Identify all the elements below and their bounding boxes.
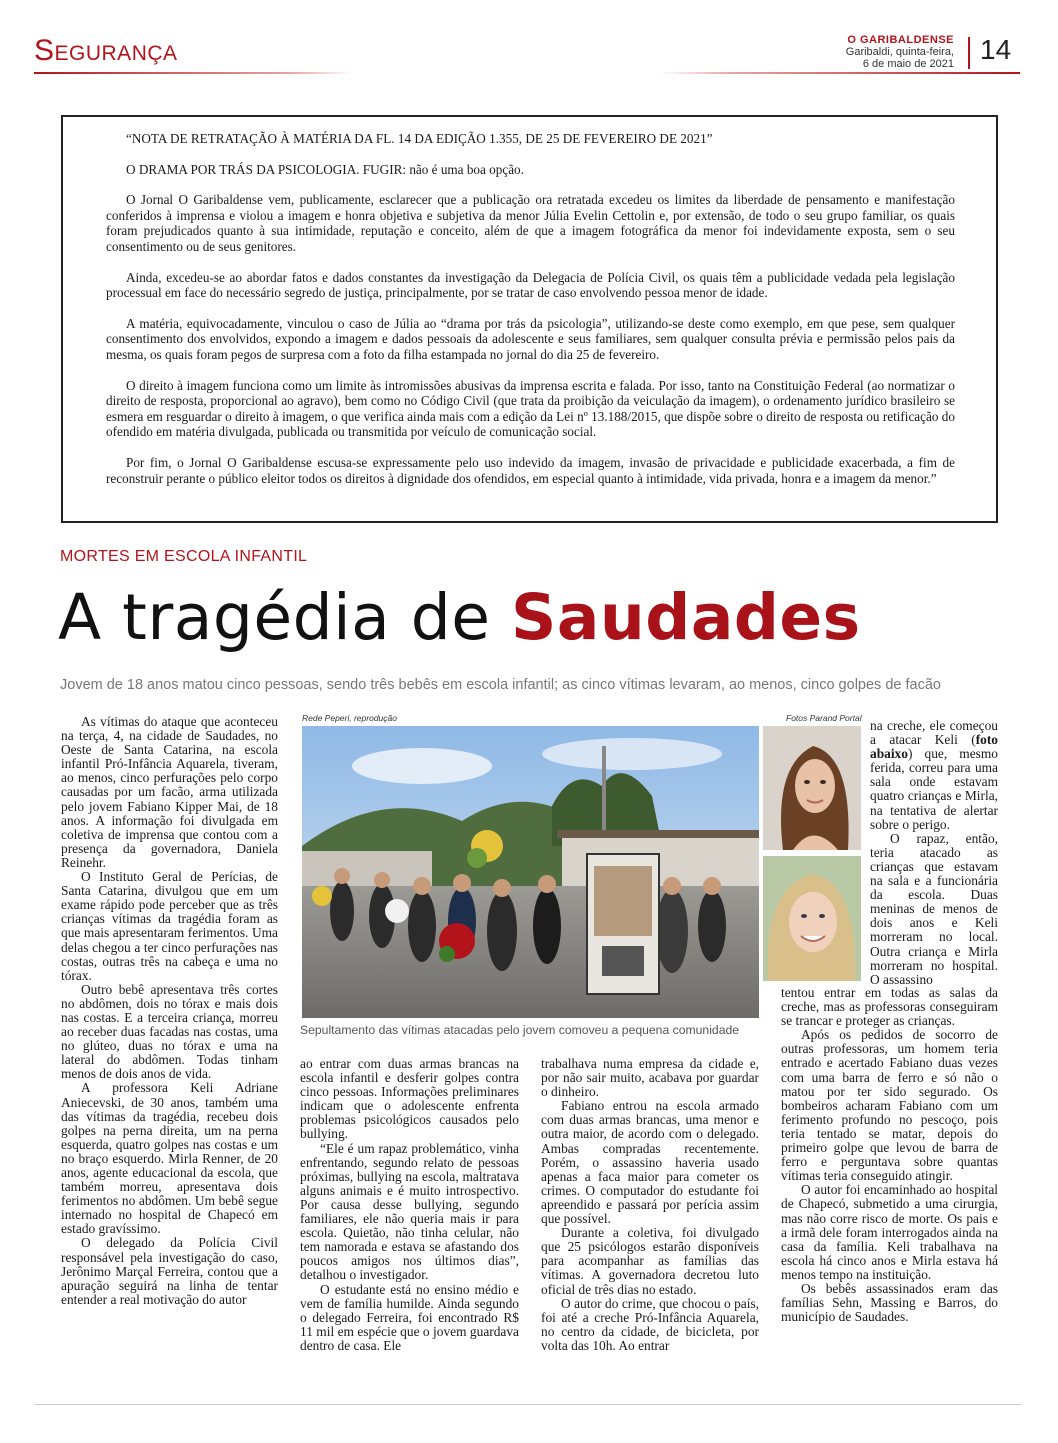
masthead bbox=[846, 34, 954, 70]
article-headline bbox=[58, 578, 861, 658]
article-kicker: MORTES EM ESCOLA INFANTIL bbox=[60, 548, 308, 565]
article-paragraph bbox=[870, 719, 998, 832]
article-column-2 bbox=[300, 1057, 519, 1353]
article-column-1 bbox=[61, 715, 278, 1307]
article-paragraph: O Instituto Geral de Perícias, de Santa Catarina, divulgou que em um exame rápido pode perceber que as três crianças vítimas da tragédia foram as que mais apresentaram ferimentos. Uma delas chegou a ter cinco perfurações nas costas, outras três na cabeça e uma no tórax. bbox=[61, 869, 278, 983]
retraction-note-box bbox=[61, 115, 998, 523]
article-paragraph: O estudante está no ensino médio e vem de família humilde. Ainda segundo o delegado Ferreira, foi encontrado R$ 11 mil em espécie que o jovem guardava dentro de casa. Ele bbox=[300, 1281, 519, 1353]
footer-rule bbox=[34, 1404, 1022, 1405]
page-number: 14 bbox=[980, 34, 1012, 65]
dateline-line-2: 6 de maio de 2021 bbox=[862, 58, 954, 70]
article-column-4-narrow bbox=[870, 719, 998, 987]
photo-credit-portraits: Fotos Parand Portal bbox=[786, 713, 862, 723]
article-paragraph: O autor do crime, que chocou o país, foi até a creche Pró-Infância Aquarela, no centro da cidade, de bicicleta, por volta das 10h. Ao entrar bbox=[541, 1295, 759, 1353]
article-column-4-wide bbox=[781, 986, 998, 1324]
article-paragraph: Os bebês assassinados eram das famílias Sehn, Massing e Barros, do município de Saudades. bbox=[781, 1280, 998, 1325]
text-run: ) que, mesmo ferida, correu para uma sala onde estavam quatro crianças e Mirla, na tentativa de alertar sobre o perigo. bbox=[870, 746, 998, 832]
retraction-paragraph: A matéria, equivocadamente, vinculou o caso de Júlia ao “drama por trás da psicologia”, utilizando-se deste como exemplo, em que pese, sem qualquer consentimento dos envolvidos, expondo a imagem e dados pessoais da adolescente e seus familiares, sem qualquer consulta prévia e permissão pelos pais da mesma, os quais foram pegos de surpresa com a foto da filha estampada no jornal do dia 25 de fevereiro. bbox=[106, 315, 955, 362]
portrait-photo-keli bbox=[763, 726, 861, 850]
funeral-procession-photo bbox=[302, 726, 759, 1018]
headline-part-a: A tragédia de bbox=[58, 581, 511, 654]
article-column-3 bbox=[541, 1057, 759, 1353]
article-paragraph: Outro bebê apresentava três cortes no abdômen, dois no tórax e mais dois nas costas. E a terceira criança, morreu ao receber duas facadas nas costas, uma no glúteo, duas no tórax e uma na lateral do abdômen. Todas tinham menos de dois anos de vida. bbox=[61, 981, 278, 1082]
retraction-subtitle: O DRAMA POR TRÁS DA PSICOLOGIA. FUGIR: não é uma boa opção. bbox=[126, 161, 524, 177]
headline-part-b: Saudades bbox=[510, 581, 861, 654]
article-paragraph: O delegado da Polícia Civil responsável pela investigação do caso, Jerônimo Marçal Ferreira, contou que a apuração seguirá na linha de tentar entender a real motivação do autor bbox=[61, 1235, 278, 1307]
retraction-paragraph: Ainda, excedeu-se ao abordar fatos e dados constantes da investigação da Delegacia de Polícia Civil, os quais têm a publicidade vedada pela legislação processual em face do necessário segredo de justiça, principalmente, por se tratar de caso envolvendo pessoa menor de idade. bbox=[106, 269, 955, 301]
retraction-paragraph: Por fim, o Jornal O Garibaldense escusa-se expressamente pelo uso indevido da imagem, invasão de privacidade e publicidade exacerbada, a fim de reconstruir perante o público eleitor todos os direitos à dignidade dos ofendidos, em especial quanto à intimidade, vida privada, honra e a imagem da menor.” bbox=[106, 454, 955, 486]
funeral-photo-illustration bbox=[302, 726, 759, 1018]
retraction-paragraph: O Jornal O Garibaldense vem, publicamente, esclarecer que a publicação ora retratada excedeu os limites da liberdade de pensamento e manifestação conferidos à imprensa e violou a imagem e honra objetiva e subjetiva da menor Júlia Evelin Cettolin e, por extensão, de todo o seu grupo familiar, os quais foram prejudicados quanto à sua intimidade, reputação e conceito, além de que a imagem fotográfica da menor foi indevidamente exposta, sem o seu consentimento ou de seus genitores. bbox=[106, 192, 955, 254]
article-paragraph: Fabiano entrou na escola armado com duas armas brancas, uma menor e outra maior, de acordo com o delegado. Ambas compradas recentemente. Porém, o assassino haveria usado apenas a faca maior para cometer os crimes. O computador do estudante foi apreendido e passará por perícia assim que possível. bbox=[541, 1098, 759, 1227]
article-paragraph: “Ele é um rapaz problemático, vinha enfrentando, segundo relato de pessoas próximas, bullying na escola, maltratava alguns animais e é muito introspectivo. Por causa desse bullying, segundo familiares, ele não queria mais ir para escola. Quietão, não tinha celular, não tem namorada e estava se afastando dos poucos amigos nos últimos dias”, detalhou o investigador. bbox=[300, 1140, 519, 1283]
portrait-illustration-1 bbox=[763, 726, 861, 850]
article-paragraph: O rapaz, então, teria atacado as crianças que estavam na sala e a funcionária da escola. Duas meninas de menos de dois anos e Keli morreram no local. Outra criança e Mirla morreram no hospital. O assassino bbox=[870, 830, 998, 987]
paper-name: O GARIBALDENSE bbox=[847, 34, 954, 46]
article-paragraph: As vítimas do ataque que aconteceu na terça, 4, na cidade de Saudades, no Oeste de Santa Catarina, na escola infantil Pró-Infância Aquarela, tiveram, ao menos, cinco perfurações pelo corpo causadas por um facão, arma utilizada pelo jovem Fabiano Kipper Mai, de 18 anos. A informação foi divulgada em coletiva de imprensa que contou com a presença da governadora, Daniela Reinehr. bbox=[61, 714, 278, 870]
dateline-line-1: Garibaldi, quinta-feira, bbox=[845, 46, 954, 58]
article-paragraph: trabalhava numa empresa da cidade e, por não sair muito, acabava por guardar o dinheiro. bbox=[541, 1056, 759, 1100]
photo-credit-main: Rede Peperi, reprodução bbox=[302, 713, 397, 723]
portrait-photo-mirla bbox=[763, 856, 861, 981]
article-deck: Jovem de 18 anos matou cinco pessoas, sendo três bebês em escola infantil; as cinco vítimas levaram, ao menos, cinco golpes de facão bbox=[60, 677, 941, 693]
text-run: na creche, ele começou a atacar Keli ( bbox=[870, 718, 998, 748]
photo-reference: foto abaixo bbox=[870, 732, 998, 762]
article-paragraph: ao entrar com duas armas brancas na escola infantil e desferir golpes contra cinco pessoas. Informações preliminares indicam que o adolescente enfrenta problemas psicológicos causados pelo bullying. bbox=[300, 1056, 519, 1142]
retraction-paragraph: O direito à imagem funciona como um limite às intromissões abusivas da imprensa escrita e falada. Por isso, tanto na Constituição Federal (ao normatizar o direito de resposta, proporcional ao agravo), bem como no Código Civil (que trata da proibição da veiculação da imagem), o ordenamento jurídico brasileiro se esmera em resguardar o direito à imagem, o que verifica ainda mais com a edição da Lei nº 13.188/2015, que dispõe sobre o direito de resposta ou retificação do ofendido em matéria divulgada, publicada ou transmitida por veículo de comunicação social. bbox=[106, 377, 955, 440]
article-paragraph: tentou entrar em todas as salas da creche, mas as professoras conseguiram se trancar e proteger as crianças. bbox=[781, 985, 998, 1029]
section-title: Segurança bbox=[34, 34, 178, 67]
section-underline bbox=[34, 72, 354, 74]
article-paragraph: O autor foi encaminhado ao hospital de Chapecó, submetido a uma cirurgia, mas não corre risco de morte. Os pais e a irmã dele foram interrogados ainda na casa da família. Keli trabalhava na escola há cinco anos e Mirla estava há menos tempo na instituição. bbox=[781, 1182, 998, 1282]
article-paragraph: Durante a coletiva, foi divulgado que 25 psicólogos estarão disponíveis para acompanhar as famílias das vítimas. A governadora decretou luto oficial de três dias no estado. bbox=[541, 1225, 759, 1297]
page-number-divider bbox=[968, 37, 970, 69]
article-paragraph: Após os pedidos de socorro de outras professoras, um homem teria entrado e acertado Fabiano duas vezes com uma barra de ferro e só não o matou por ter sido segurado. Os bombeiros acharam Fabiano com um ferimento profundo no pescoço, pois teria tentado se matar, depois do primeiro golpe que levou de barra de ferro e perguntava sobre quantas vítimas teria conseguido atingir. bbox=[781, 1027, 998, 1184]
retraction-title: “NOTA DE RETRATAÇÃO À MATÉRIA DA FL. 14 DA EDIÇÃO 1.355, DE 25 DE FEVEREIRO DE 2021” bbox=[126, 131, 713, 146]
photo-caption: Sepultamento das vítimas atacadas pelo jovem comoveu a pequena comunidade bbox=[300, 1023, 740, 1037]
masthead-underline bbox=[660, 72, 1020, 74]
portrait-illustration-2 bbox=[763, 856, 861, 981]
article-paragraph: A professora Keli Adriane Aniecevski, de 30 anos, também uma das vítimas da tragédia, recebeu dois golpes na perna direita, um na perna esquerda, quatro golpes nas costas e um no braço esquerdo. Mirla Renner, de 20 anos, agente educacional da escola, que também morreu, apresentava dois ferimentos no abdômen. Um bebê segue internado no hospital de Chapecó em estado gravíssimo. bbox=[61, 1080, 278, 1237]
